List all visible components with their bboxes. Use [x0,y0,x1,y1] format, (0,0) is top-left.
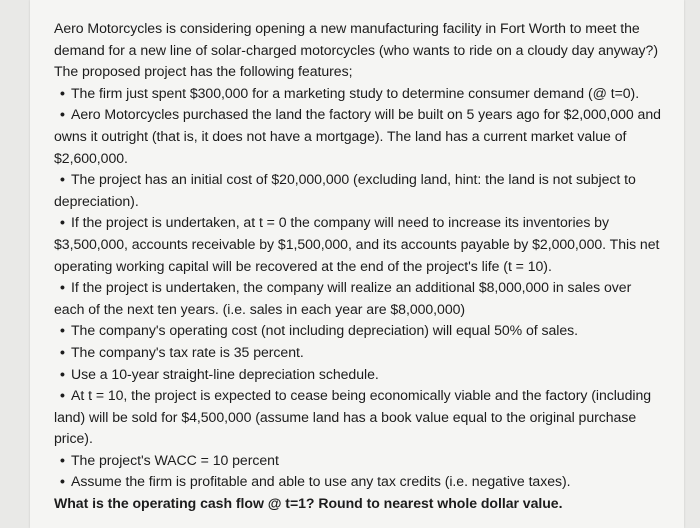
bullet-operating-cost: • The company's operating cost (not including depreciation) will equal 50% of sales. [54,320,664,342]
problem-text [54,18,664,515]
bullet-tax-credits: • Assume the firm is profitable and able to use any tax credits (i.e. negative taxes). [54,471,664,493]
bullet-working-capital: • If the project is undertaken, at t = 0 the company will need to increase its inventories by $3,500,000, accounts receivable by $1,500,000, and its accounts payable by $2,000,000. This net operating working capital will be recovered at the end of the project's life (t = 10). [54,212,664,277]
bullet-land: • Aero Motorcycles purchased the land the factory will be built on 5 years ago for $2,000,000 and owns it outright (that is, it does not have a mortgage). The land has a current market value of $2,600,000. [54,104,664,169]
bullet-salvage: • At t = 10, the project is expected to cease being economically viable and the factory (including land) will be sold for $4,500,000 (assume land has a book value equal to the original purchase price). [54,385,664,450]
document-page [30,0,684,528]
bullet-sales: • If the project is undertaken, the company will realize an additional $8,000,000 in sales over each of the next ten years. (i.e. sales in each year are $8,000,000) [54,277,664,320]
bullet-initial-cost: • The project has an initial cost of $20,000,000 (excluding land, hint: the land is not subject to depreciation). [54,169,664,212]
question-text: What is the operating cash flow @ t=1? Round to nearest whole dollar value. [54,495,563,512]
intro-paragraph: Aero Motorcycles is considering opening a new manufacturing facility in Fort Worth to meet the demand for a new line of solar-charged motorcycles (who wants to ride on a cloudy day anyway?) The proposed project has the following features; [54,20,658,80]
bullet-wacc: • The project's WACC = 10 percent [54,450,664,472]
bullet-marketing-study: • The firm just spent $300,000 for a marketing study to determine consumer demand (@ t=0). [54,83,664,105]
bullet-tax-rate: • The company's tax rate is 35 percent. [54,342,664,364]
bullet-depreciation: • Use a 10-year straight-line depreciation schedule. [54,364,664,386]
